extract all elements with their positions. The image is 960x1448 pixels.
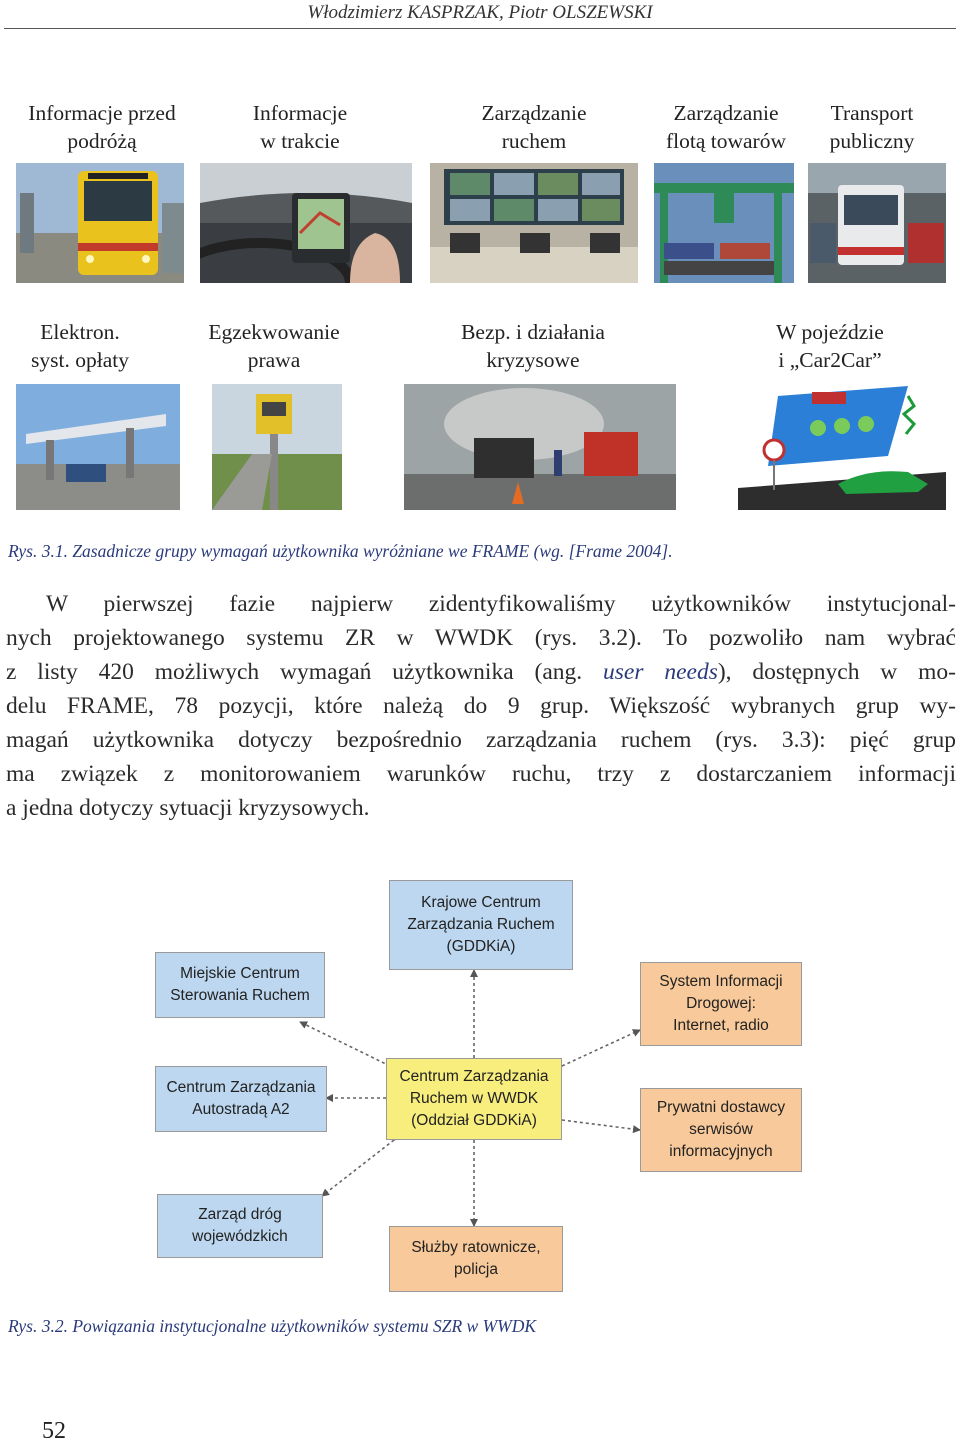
node-prywatni-dostawcy: Prywatni dostawcy serwisów informacyjnych [640,1088,802,1172]
node-system-informacji: System Informacji Drogowej: Internet, radio [640,962,802,1046]
speed-camera-photo [212,384,342,510]
caption-freight-fleet: Zarządzanie flotą towarów [665,101,786,153]
node-centrum-a2: Centrum Zarządzania Autostradą A2 [155,1066,327,1132]
node-sluzby-ratownicze: Służby ratownicze, policja [389,1226,563,1292]
paragraph-line-7: a jedna dotyczy sytuacji kryzysowych. [6,795,370,821]
paragraph-line-6: ma związek z monitorowaniem warunków ruchu, trzy z dostarczaniem informacji [6,761,956,787]
tram-photo [16,163,184,283]
link-zarzad [322,1140,394,1196]
caption-emergency: Bezp. i działania kryzysowe [461,320,605,372]
navigation-device-photo [200,163,412,283]
running-head: Włodzimierz KASPRZAK, Piotr OLSZEWSKI [307,2,653,23]
body-paragraph [6,587,956,825]
node-zarzad-drog: Zarząd dróg wojewódzkich [157,1194,323,1258]
figure-2-caption: Rys. 3.2. Powiązania instytucjonalne użytkowników systemu SZR w WWDK [8,1316,537,1336]
emergency-scene-photo [404,384,676,510]
paragraph-line-3: z listy 420 możliwych wymagań użytkownika (ang. user needs), dostępnych w mo- [6,659,956,685]
caption-travel-info-during: Informacje w trakcie [252,101,348,153]
caption-public-transport: Transport publiczny [829,101,915,153]
figure-1-caption: Rys. 3.1. Zasadnicze grupy wymagań użytkownika wyróżniane we FRAME (wg. [Frame 2004]. [8,541,673,561]
paragraph-line-5: magań użytkownika dotyczy bezpośrednio zarządzania ruchem (rys. 3.3): pięć grup [6,727,956,753]
container-terminal-photo [654,163,794,283]
bus-photo [808,163,946,283]
link-miejskie [300,1022,390,1066]
link-system-info [562,1030,640,1066]
page-number: 52 [42,1418,66,1444]
caption-electronic-fee: Elektron. syst. opłaty [31,320,129,372]
caption-law-enforcement: Egzekwowanie prawa [208,320,340,372]
paragraph-line-4: delu FRAME, 78 pozycji, które należą do 9 grup. Większość wybranych grup wy- [6,693,956,719]
car2car-illustration [738,376,946,510]
user-needs-term: user needs [603,659,718,685]
paragraph-line-1: W pierwszej fazie najpierw zidentyfikowaliśmy użytkowników instytucjonal- [46,591,956,617]
control-room-photo [430,163,638,283]
node-krajowe-centrum: Krajowe Centrum Zarządzania Ruchem (GDDKiA) [389,880,573,970]
header-rule [4,28,956,29]
node-miejskie-centrum: Miejskie Centrum Sterowania Ruchem [155,952,325,1018]
node-centrum-wwdk: Centrum Zarządzania Ruchem w WWDK (Oddział GDDKiA) [386,1058,562,1140]
paragraph-line-2: nych projektowanego systemu ZR w WWDK (rys. 3.2). To pozwoliło nam wybrać [6,625,956,651]
caption-travel-info-before: Informacje przed podróżą [28,101,176,153]
caption-in-vehicle: W pojeździe i „Car2Car” [776,320,884,372]
link-prywatni [562,1120,640,1130]
toll-gate-photo [16,384,180,510]
caption-traffic-management: Zarządzanie ruchem [481,101,587,153]
